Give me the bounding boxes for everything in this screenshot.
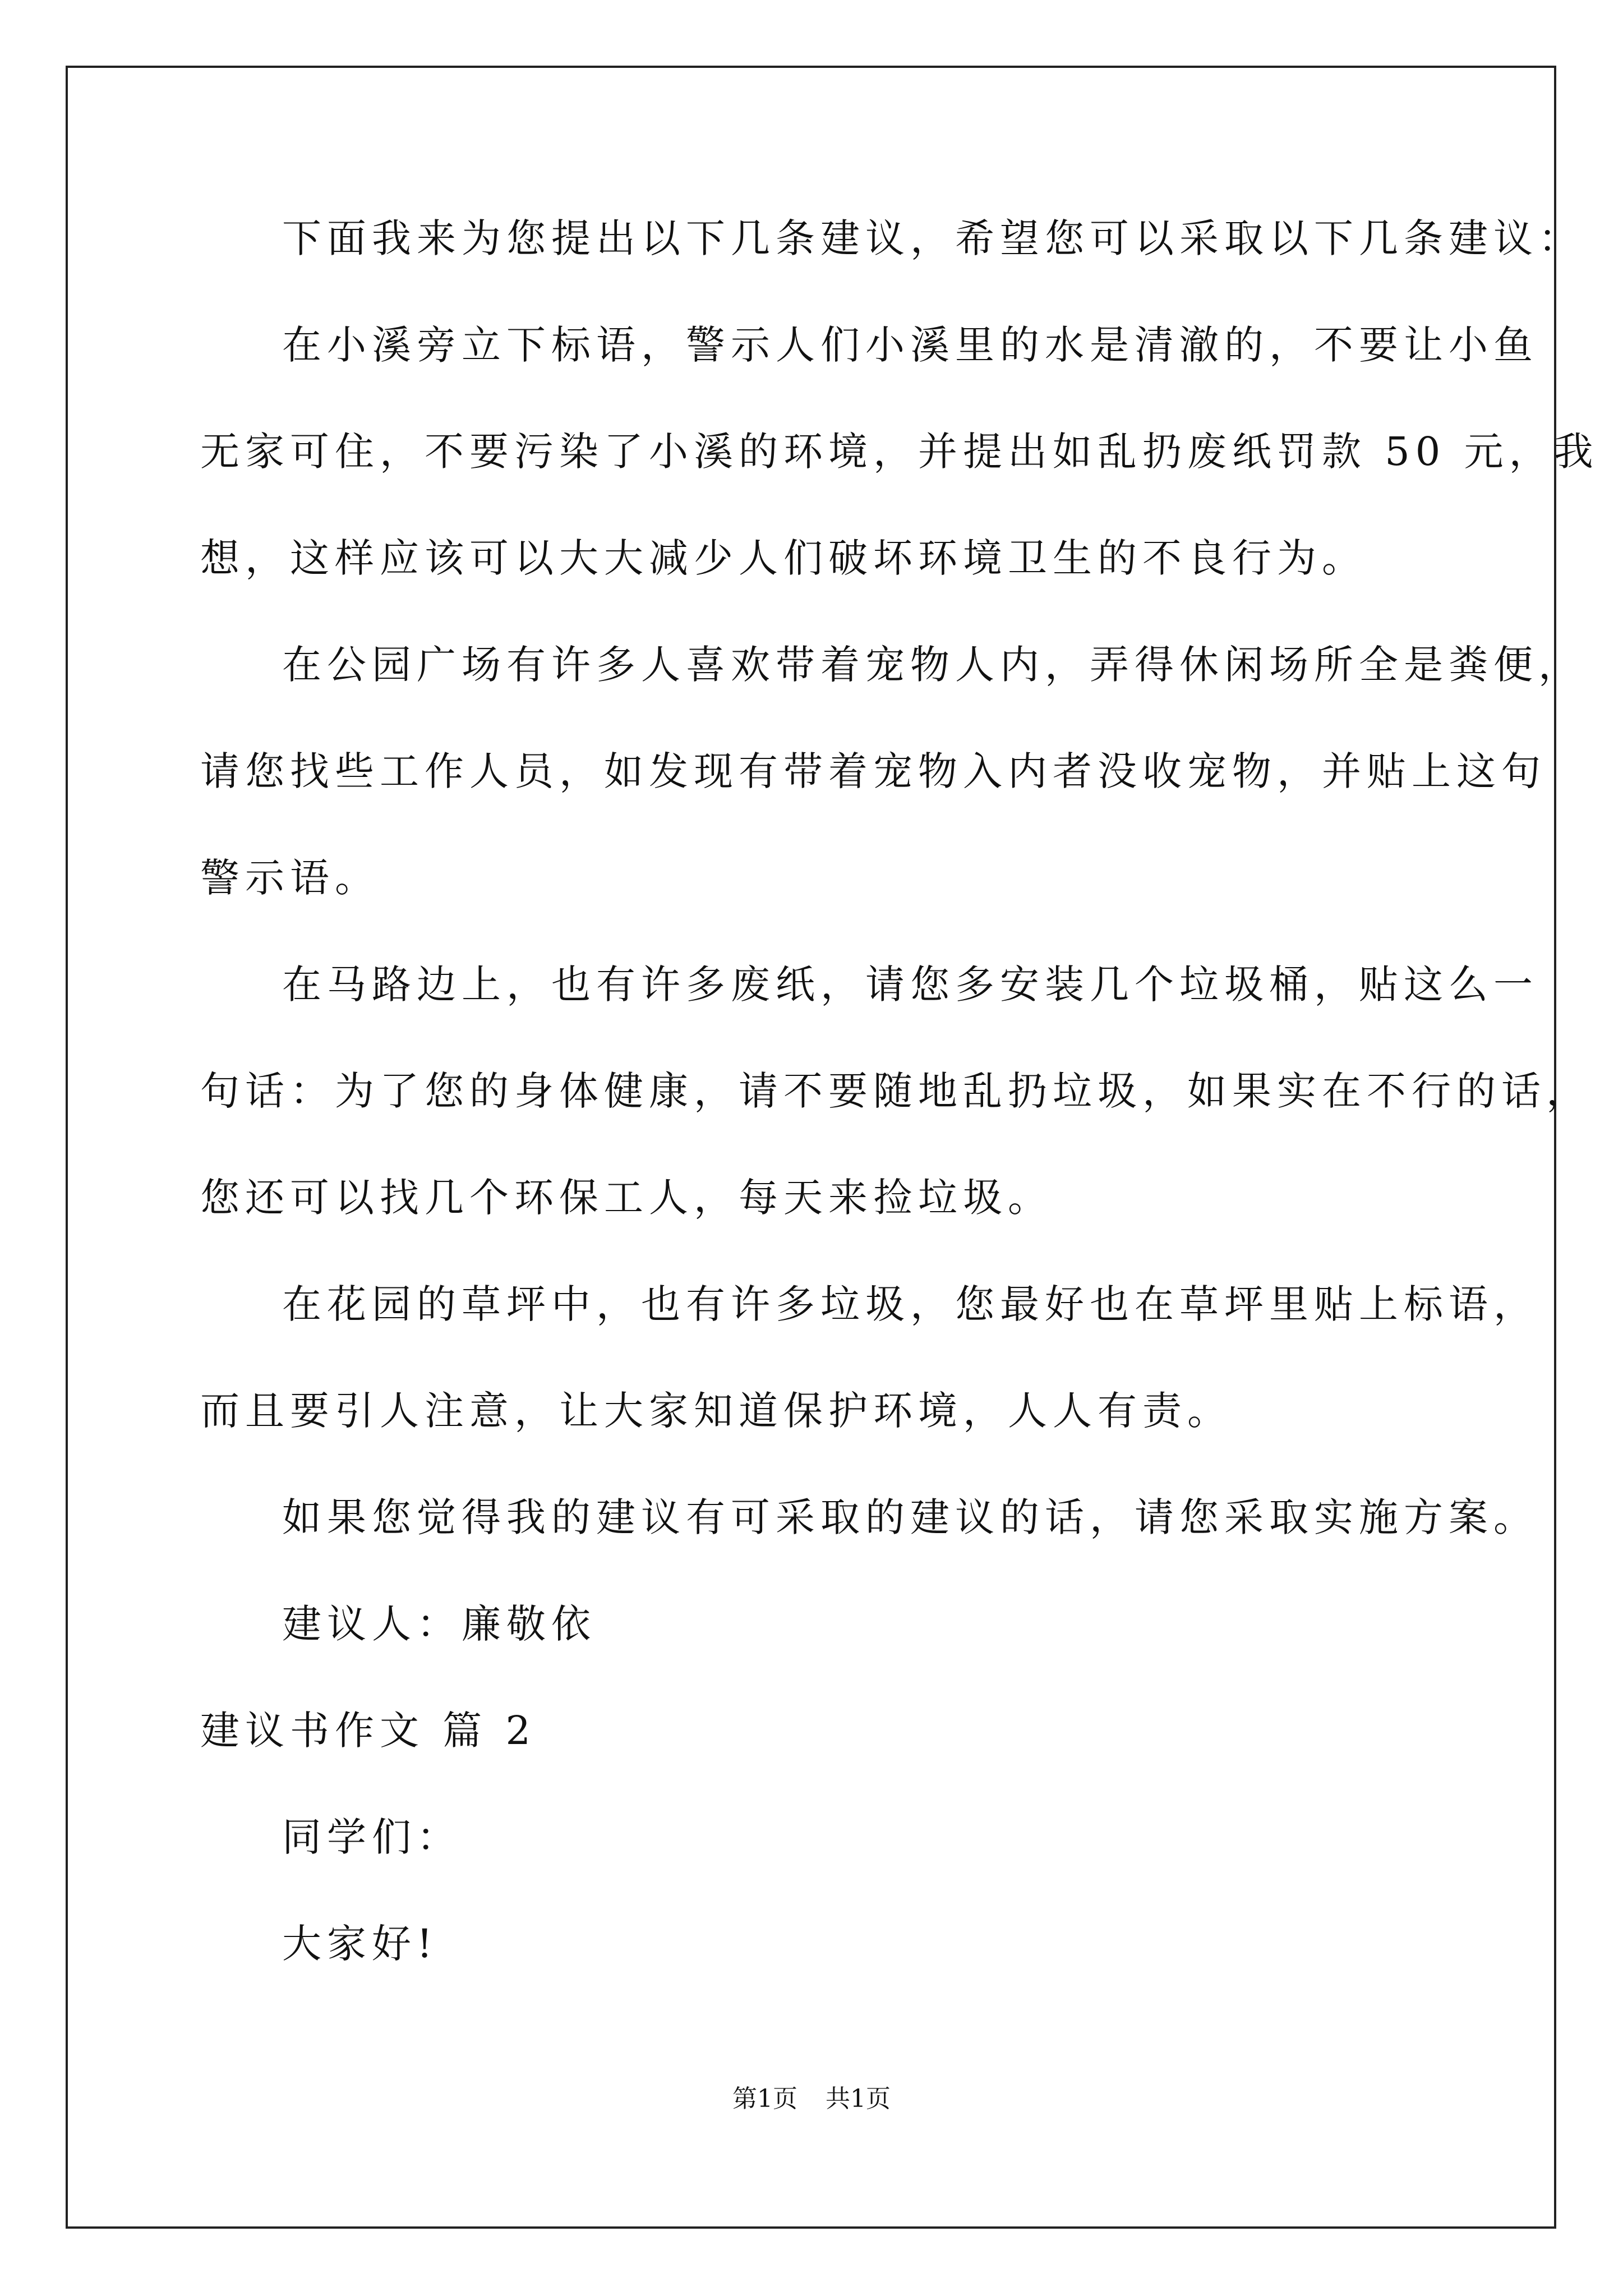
paragraph-line: 在花园的草坪中，也有许多垃圾，您最好也在草坪里贴上标语，: [282, 1281, 1538, 1327]
paragraph-line: 想，这样应该可以大大减少人们破坏环境卫生的不良行为。: [200, 535, 1367, 581]
paragraph-line: 无家可住，不要污染了小溪的环境，并提出如乱扔废纸罚款 50 元，我: [200, 429, 1599, 475]
paragraph-line: 而且要引人注意，让大家知道保护环境，人人有责。: [200, 1388, 1232, 1434]
paragraph-line: 您还可以找几个环保工人，每天来捡垃圾。: [200, 1175, 1053, 1221]
paragraph-line: 在马路边上，也有许多废纸，请您多安装几个垃圾桶，贴这么一: [282, 961, 1538, 1007]
paragraph-line: 请您找些工作人员，如发现有带着宠物入内者没收宠物，并贴上这句: [200, 748, 1546, 794]
paragraph-line: 下面我来为您提出以下几条建议，希望您可以采取以下几条建议：: [282, 215, 1583, 261]
document-body: [200, 215, 1599, 2031]
page-number: 第1页: [732, 2085, 797, 2113]
paragraph-line: 在公园广场有许多人喜欢带着宠物人内，弄得休闲场所全是粪便，: [282, 642, 1583, 688]
section-heading: 建议书作文 篇 2: [200, 1708, 537, 1754]
signature-line: 建议人：廉敬依: [282, 1601, 596, 1647]
salutation-line: 同学们：: [282, 1814, 462, 1860]
greeting-line: 大家好!: [282, 1921, 439, 1967]
paragraph-line: 警示语。: [200, 855, 380, 901]
paragraph-line: 在小溪旁立下标语，警示人们小溪里的水是清澈的，不要让小鱼: [282, 322, 1538, 368]
page-total: 共1页: [826, 2085, 891, 2113]
paragraph-line: 句话：为了您的身体健康，请不要随地乱扔垃圾，如果实在不行的话，: [200, 1068, 1591, 1114]
page-footer: [0, 2087, 1623, 2111]
paragraph-line: 如果您觉得我的建议有可采取的建议的话，请您采取实施方案。: [282, 1494, 1538, 1540]
